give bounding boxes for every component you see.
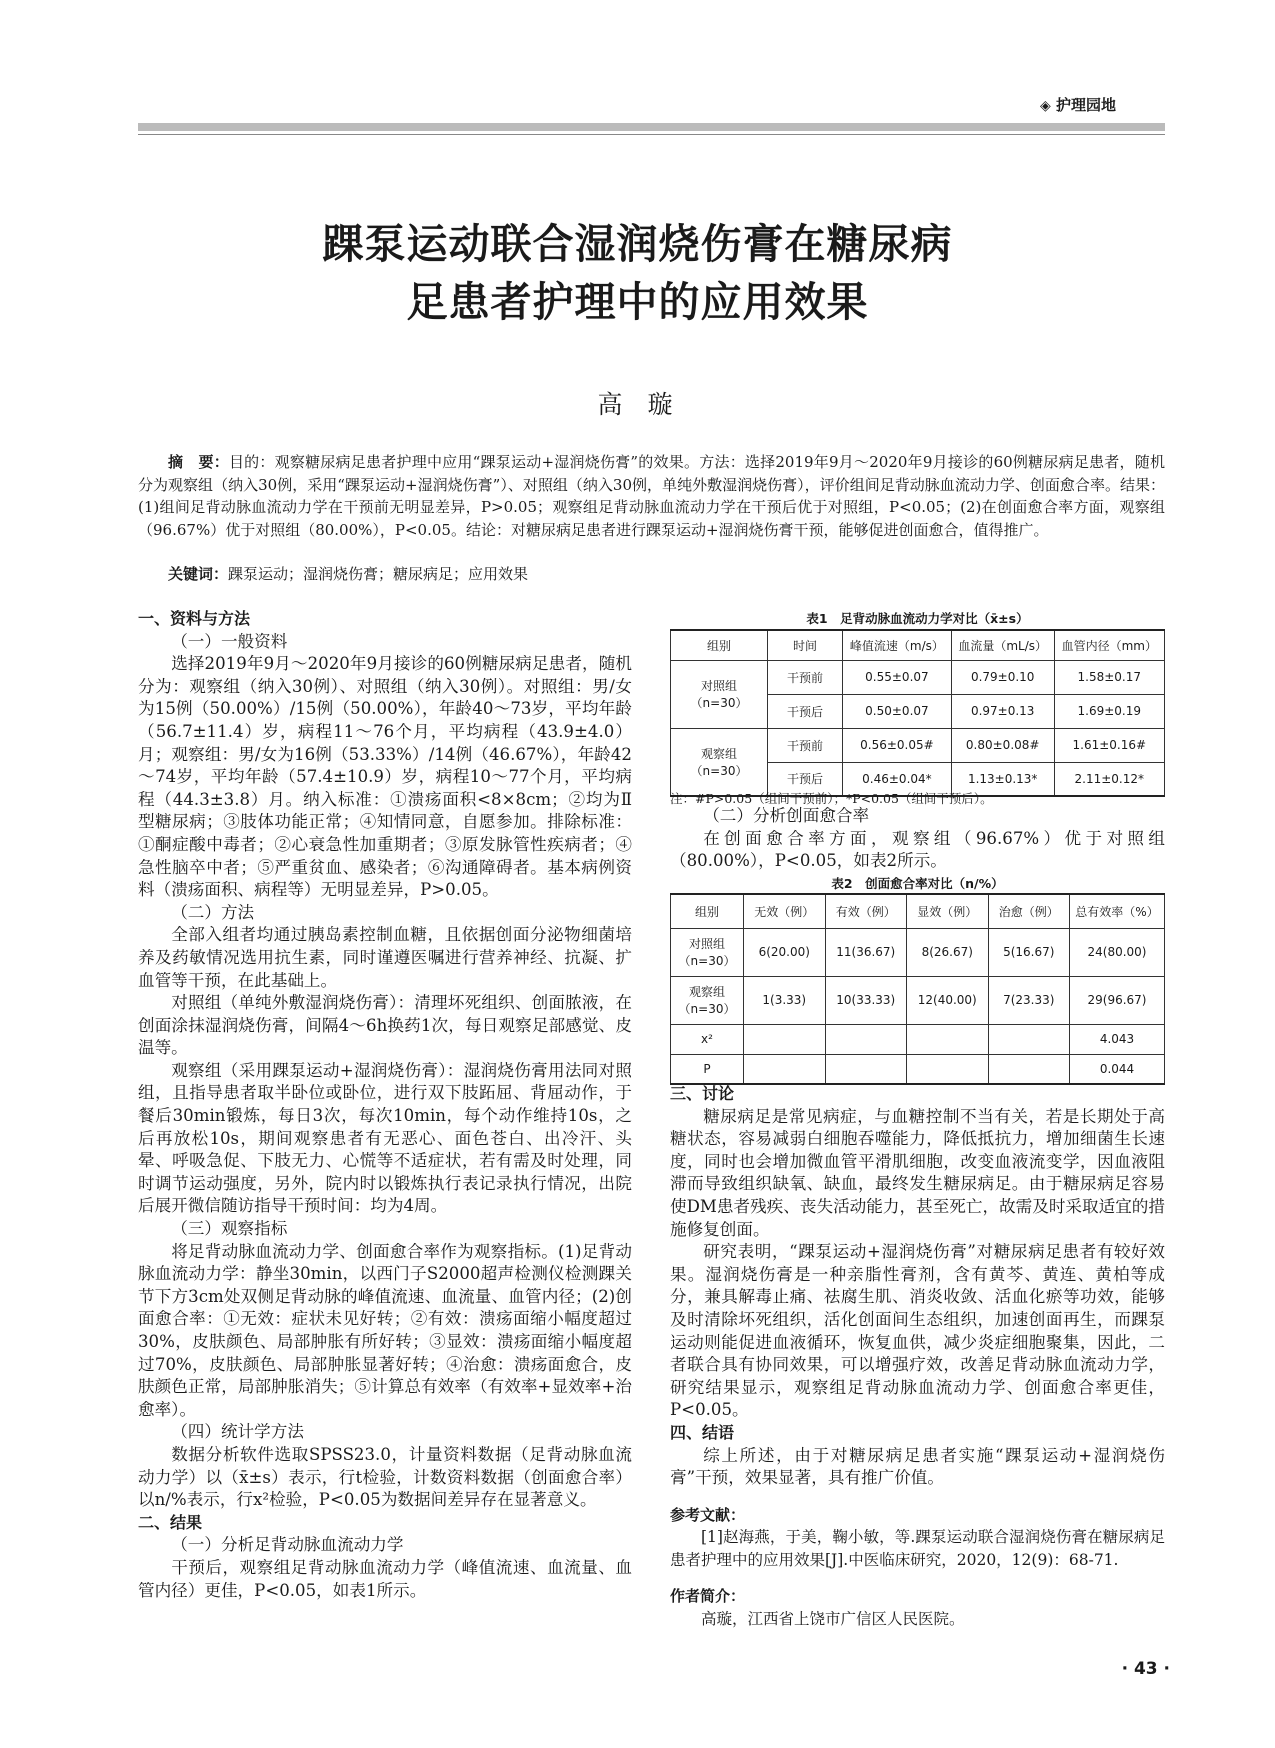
page-header [1040,94,1165,120]
keywords [138,563,1165,585]
paragraph: 研究表明，“踝泵运动+湿润烧伤膏”对糖尿病足患者有较好效果。湿润烧伤膏是一种亲脂性膏剂，含有黄芩、黄连、黄柏等成分，兼具解毒止痛、祛腐生肌、消炎收敛、活血化瘀等功效，能够及时清除坏死组织，活化创面间生态组织，加速创面再生，而踝泵运动则能促进血液循环，恢复血供，减少炎症细胞聚集，因此，二者联合具有协同效果，可以增强疗效，改善足背动脉血流动力学，研究结果显示，观察组足背动脉血流动力学、创面愈合率更佳，P<0.05。 [670,1242,1165,1420]
stat-label-cell: x² [671,1024,744,1054]
group-n: （n=30） [690,696,748,710]
paragraph: 在创面愈合率方面，观察组（96.67%）优于对照组（80.00%），P<0.05，如表2所示。 [670,828,1165,871]
time-cell: 干预后 [768,694,843,728]
right-column-top [670,805,1165,873]
paragraph: 将足背动脉血流动力学、创面愈合率作为观察指标。(1)足背动脉血流动力学：静坐30min，以西门子S2000超声检测仪检测踝关节下方3cm处双侧足背动脉的峰值流速、血流量、血管内径；(2)创面愈合率：①无效：症状未见好转；②有效：溃疡面缩小幅度超过30%，皮肤颜色、局部肿胀有所好转；③显效：溃疡面缩小幅度超过70%，皮肤颜色、局部肿胀显著好转；④治愈：溃疡面愈合，皮肤颜色正常，局部肿胀消失；⑤计算总有效率（有效率+显效率+治愈率）。 [138,1241,632,1419]
left-column [138,608,632,1602]
value-cell [988,1024,1070,1054]
keywords-label: 关键词： [168,565,229,583]
value-cell [988,1054,1070,1084]
abstract-text: 目的：观察糖尿病足患者护理中应用“踝泵运动+湿润烧伤膏”的效果。方法：选择2019年9月～2020年9月接诊的60例糖尿病足患者，随机分为观察组（纳入30例，采用“踝泵运动+湿润烧伤膏”）、对照组（纳入30例，单纯外敷湿润烧伤膏），评价组间足背动脉血流动力学、创面愈合率。结果：(1)组间足背动脉血流动力学在干预前无明显差异，P>0.05；观察组足背动脉血流动力学在干预后优于对照组，P<0.05；(2)在创面愈合率方面，观察组（96.67%）优于对照组（80.00%），P<0.05。结论：对糖尿病足患者进行踝泵运动+湿润烧伤膏干预，能够促进创面愈合，值得推广。 [138,453,1165,539]
value-cell: 10(33.33) [825,976,907,1024]
section-heading: 三、讨论 [670,1084,735,1103]
table-header-cell: 总有效率（%） [1070,894,1165,928]
value-cell: 7(23.33) [988,976,1070,1024]
subsection-heading: （二）方法 [171,902,255,922]
table-header-cell: 组别 [671,894,744,928]
value-cell: 2.11±0.12* [1054,762,1164,796]
value-cell: 0.97±0.13 [951,694,1054,728]
author-bio-heading: 作者简介： [670,1587,746,1606]
table-header-cell: 无效（例） [744,894,826,928]
table-header-cell: 峰值流速（m/s） [843,630,952,660]
value-cell [744,1024,826,1054]
author-bio: 高璇，江西省上饶市广信区人民医院。 [701,1610,965,1629]
value-cell: 1.13±0.13* [951,762,1054,796]
group-n: （n=30） [678,954,736,968]
time-cell: 干预前 [768,728,843,762]
group-cell [671,928,744,976]
abstract-label: 摘 要： [168,453,229,471]
table-header-cell: 血流量（mL/s） [951,630,1054,660]
time-cell: 干预前 [768,660,843,694]
paragraph: 数据分析软件选取SPSS23.0，计量资料数据（足背动脉血流动力学）以（x̄±s）表示，行t检验，计数资料数据（创面愈合率）以n/%表示，行x²检验，P<0.05为数据间差异存在显著意义。 [138,1444,632,1510]
keywords-text: 踝泵运动；湿润烧伤膏；糖尿病足；应用效果 [228,565,529,583]
table-header-cell: 血管内径（mm） [1054,630,1164,660]
page-title [140,215,1135,331]
value-cell [825,1024,907,1054]
value-cell [907,1024,989,1054]
paragraph: 综上所述，由于对糖尿病足患者实施“踝泵运动+湿润烧伤膏”干预，效果显著，具有推广价值。 [670,1445,1165,1488]
value-cell: 0.80±0.08# [951,728,1054,762]
header-rule [138,123,1165,131]
title-line-2: 足患者护理中的应用效果 [406,278,869,326]
time-cell: 干预后 [768,762,843,796]
group-name: 对照组 [700,679,737,693]
group-name: 对照组 [688,937,725,951]
value-cell: 8(26.67) [907,928,989,976]
group-n: （n=30） [678,1002,736,1016]
value-cell: 6(20.00) [744,928,826,976]
table-2 [670,893,1165,1085]
table-1-caption: 表1 足背动脉血流动力学对比（x̄±s） [806,611,1029,626]
group-cell [671,660,768,728]
diamond-icon: ◈ [1040,98,1051,114]
stat-label-cell: P [671,1054,744,1084]
value-cell: 0.79±0.10 [951,660,1054,694]
group-name: 观察组 [700,746,737,761]
abstract [138,451,1165,541]
paragraph: 全部入组者均通过胰岛素控制血糖，且依据创面分泌物细菌培养及药敏情况选用抗生素，同时谨遵医嘱进行营养神经、抗凝、扩血管等干预，在此基础上。 [138,925,632,990]
references-heading: 参考文献： [670,1505,746,1524]
value-cell: 24(80.00) [1070,928,1165,976]
group-name: 观察组 [688,985,725,999]
subsection-heading: （三）观察指标 [171,1219,288,1239]
value-cell [825,1054,907,1084]
value-cell: 0.044 [1070,1054,1165,1084]
table-header-cell: 治愈（例） [988,894,1070,928]
value-cell: 1.69±0.19 [1054,694,1164,728]
subsection-heading: （一）一般资料 [171,631,288,651]
value-cell [744,1054,826,1084]
table-2-caption: 表2 创面愈合率对比（n/%） [831,876,1004,891]
value-cell: 0.55±0.07 [843,660,952,694]
table-1-note: 注：#P>0.05（组间干预前）；*P<0.05（组间干预后）。 [670,791,993,806]
value-cell: 0.50±0.07 [843,694,952,728]
subsection-heading: （一）分析足背动脉血流动力学 [171,1535,404,1555]
table-header-cell: 有效（例） [825,894,907,928]
header-section-label: 护理园地 [1056,96,1117,114]
title-line-1: 踝泵运动联合湿润烧伤膏在糖尿病 [322,220,953,268]
subsection-heading: （四）统计学方法 [171,1422,304,1442]
reference-item: [1]赵海燕，于美，鞠小敏，等.踝泵运动联合湿润烧伤膏在糖尿病足患者护理中的应用效果[J].中医临床研究，2020，12(9)：68-71. [670,1528,1165,1569]
value-cell: 29(96.67) [1070,976,1165,1024]
value-cell: 1.61±0.16# [1054,728,1164,762]
value-cell: 11(36.67) [825,928,907,976]
table-header-cell: 显效（例） [907,894,989,928]
table-1 [670,629,1165,797]
subsection-heading: （二）分析创面愈合率 [703,806,870,825]
value-cell [907,1054,989,1084]
table-header-cell: 组别 [671,630,768,660]
value-cell: 12(40.00) [907,976,989,1024]
value-cell: 0.46±0.04* [843,762,952,796]
header-rule-thin [138,134,1165,135]
author-name: 高 璇 [597,390,673,419]
group-cell [671,728,768,796]
value-cell: 5(16.67) [988,928,1070,976]
paragraph: 糖尿病足是常见病症，与血糖控制不当有关，若是长期处于高糖状态，容易减弱白细胞吞噬能力，降低抵抗力，增加细菌生长速度，同时也会增加微血管平滑肌细胞，改变血液流变学，因血液阻滞而导致组织缺氧、缺血，最终发生糖尿病足。由于糖尿病足容易使DM患者残疾、丧失活动能力，甚至死亡，故需及时采取适宜的措施修复创面。 [670,1106,1165,1239]
table-header-cell: 时间 [768,630,843,660]
group-cell [671,976,744,1024]
right-column-lower [670,1083,1165,1631]
paragraph: 对照组（单纯外敷湿润烧伤膏）：清理坏死组织、创面脓液，在创面涂抹湿润烧伤膏，间隔4～6h换药1次，每日观察足部感觉、皮温等。 [138,993,632,1058]
section-heading: 四、结语 [670,1422,735,1442]
paragraph: 干预后，观察组足背动脉血流动力学（峰值流速、血流量、血管内径）更佳，P<0.05，如表1所示。 [138,1557,632,1600]
value-cell: 4.043 [1070,1024,1165,1054]
value-cell: 1(3.33) [744,976,826,1024]
paragraph: 观察组（采用踝泵运动+湿润烧伤膏）：湿润烧伤膏用法同对照组，且指导患者取半卧位或卧位，进行双下肢跖屈、背屈动作，于餐后30min锻炼，每日3次，每次10min，每个动作维持10s，之后再放松10s，期间观察患者有无恶心、面色苍白、出冷汗、头晕、呼吸急促、下肢无力、心慌等不适症状，若有需及时处理，同时调节运动强度，另外，院内时以锻炼执行表记录执行情况，出院后展开微信随访指导干预时间：均为4周。 [138,1060,632,1216]
paragraph: 选择2019年9月～2020年9月接诊的60例糖尿病足患者，随机分为：观察组（纳入30例）、对照组（纳入30例）。对照组：男/女为15例（50.00%）/15例（50.00%），年龄40～73岁，平均年龄（56.7±11.4）岁，病程11～76个月，平均病程（43.9±4.0）月；观察组：男/女为16例（53.33%）/14例（46.67%），年龄42～74岁，平均年龄（57.4±10.9）岁，病程10～77个月，平均病程（44.3±3.8）月。纳入标准：①溃疡面积<8×8cm；②均为Ⅱ型糖尿病；③肢体功能正常；④知情同意，自愿参加。排除标准：①酮症酸中毒者；②心衰急性加重期者；③原发脉管性疾病者；④急性脑卒中者；⑤严重贫血、感染者；⑥沟通障碍者。基本病例资料（溃疡面积、病程等）无明显差异，P>0.05。 [138,654,632,900]
group-n: （n=30） [690,763,748,778]
value-cell: 0.56±0.05# [843,728,952,762]
page-number: · 43 · [1121,1659,1170,1679]
section-heading: 一、资料与方法 [138,609,251,628]
section-heading: 二、结果 [138,1512,203,1532]
value-cell: 1.58±0.17 [1054,660,1164,694]
